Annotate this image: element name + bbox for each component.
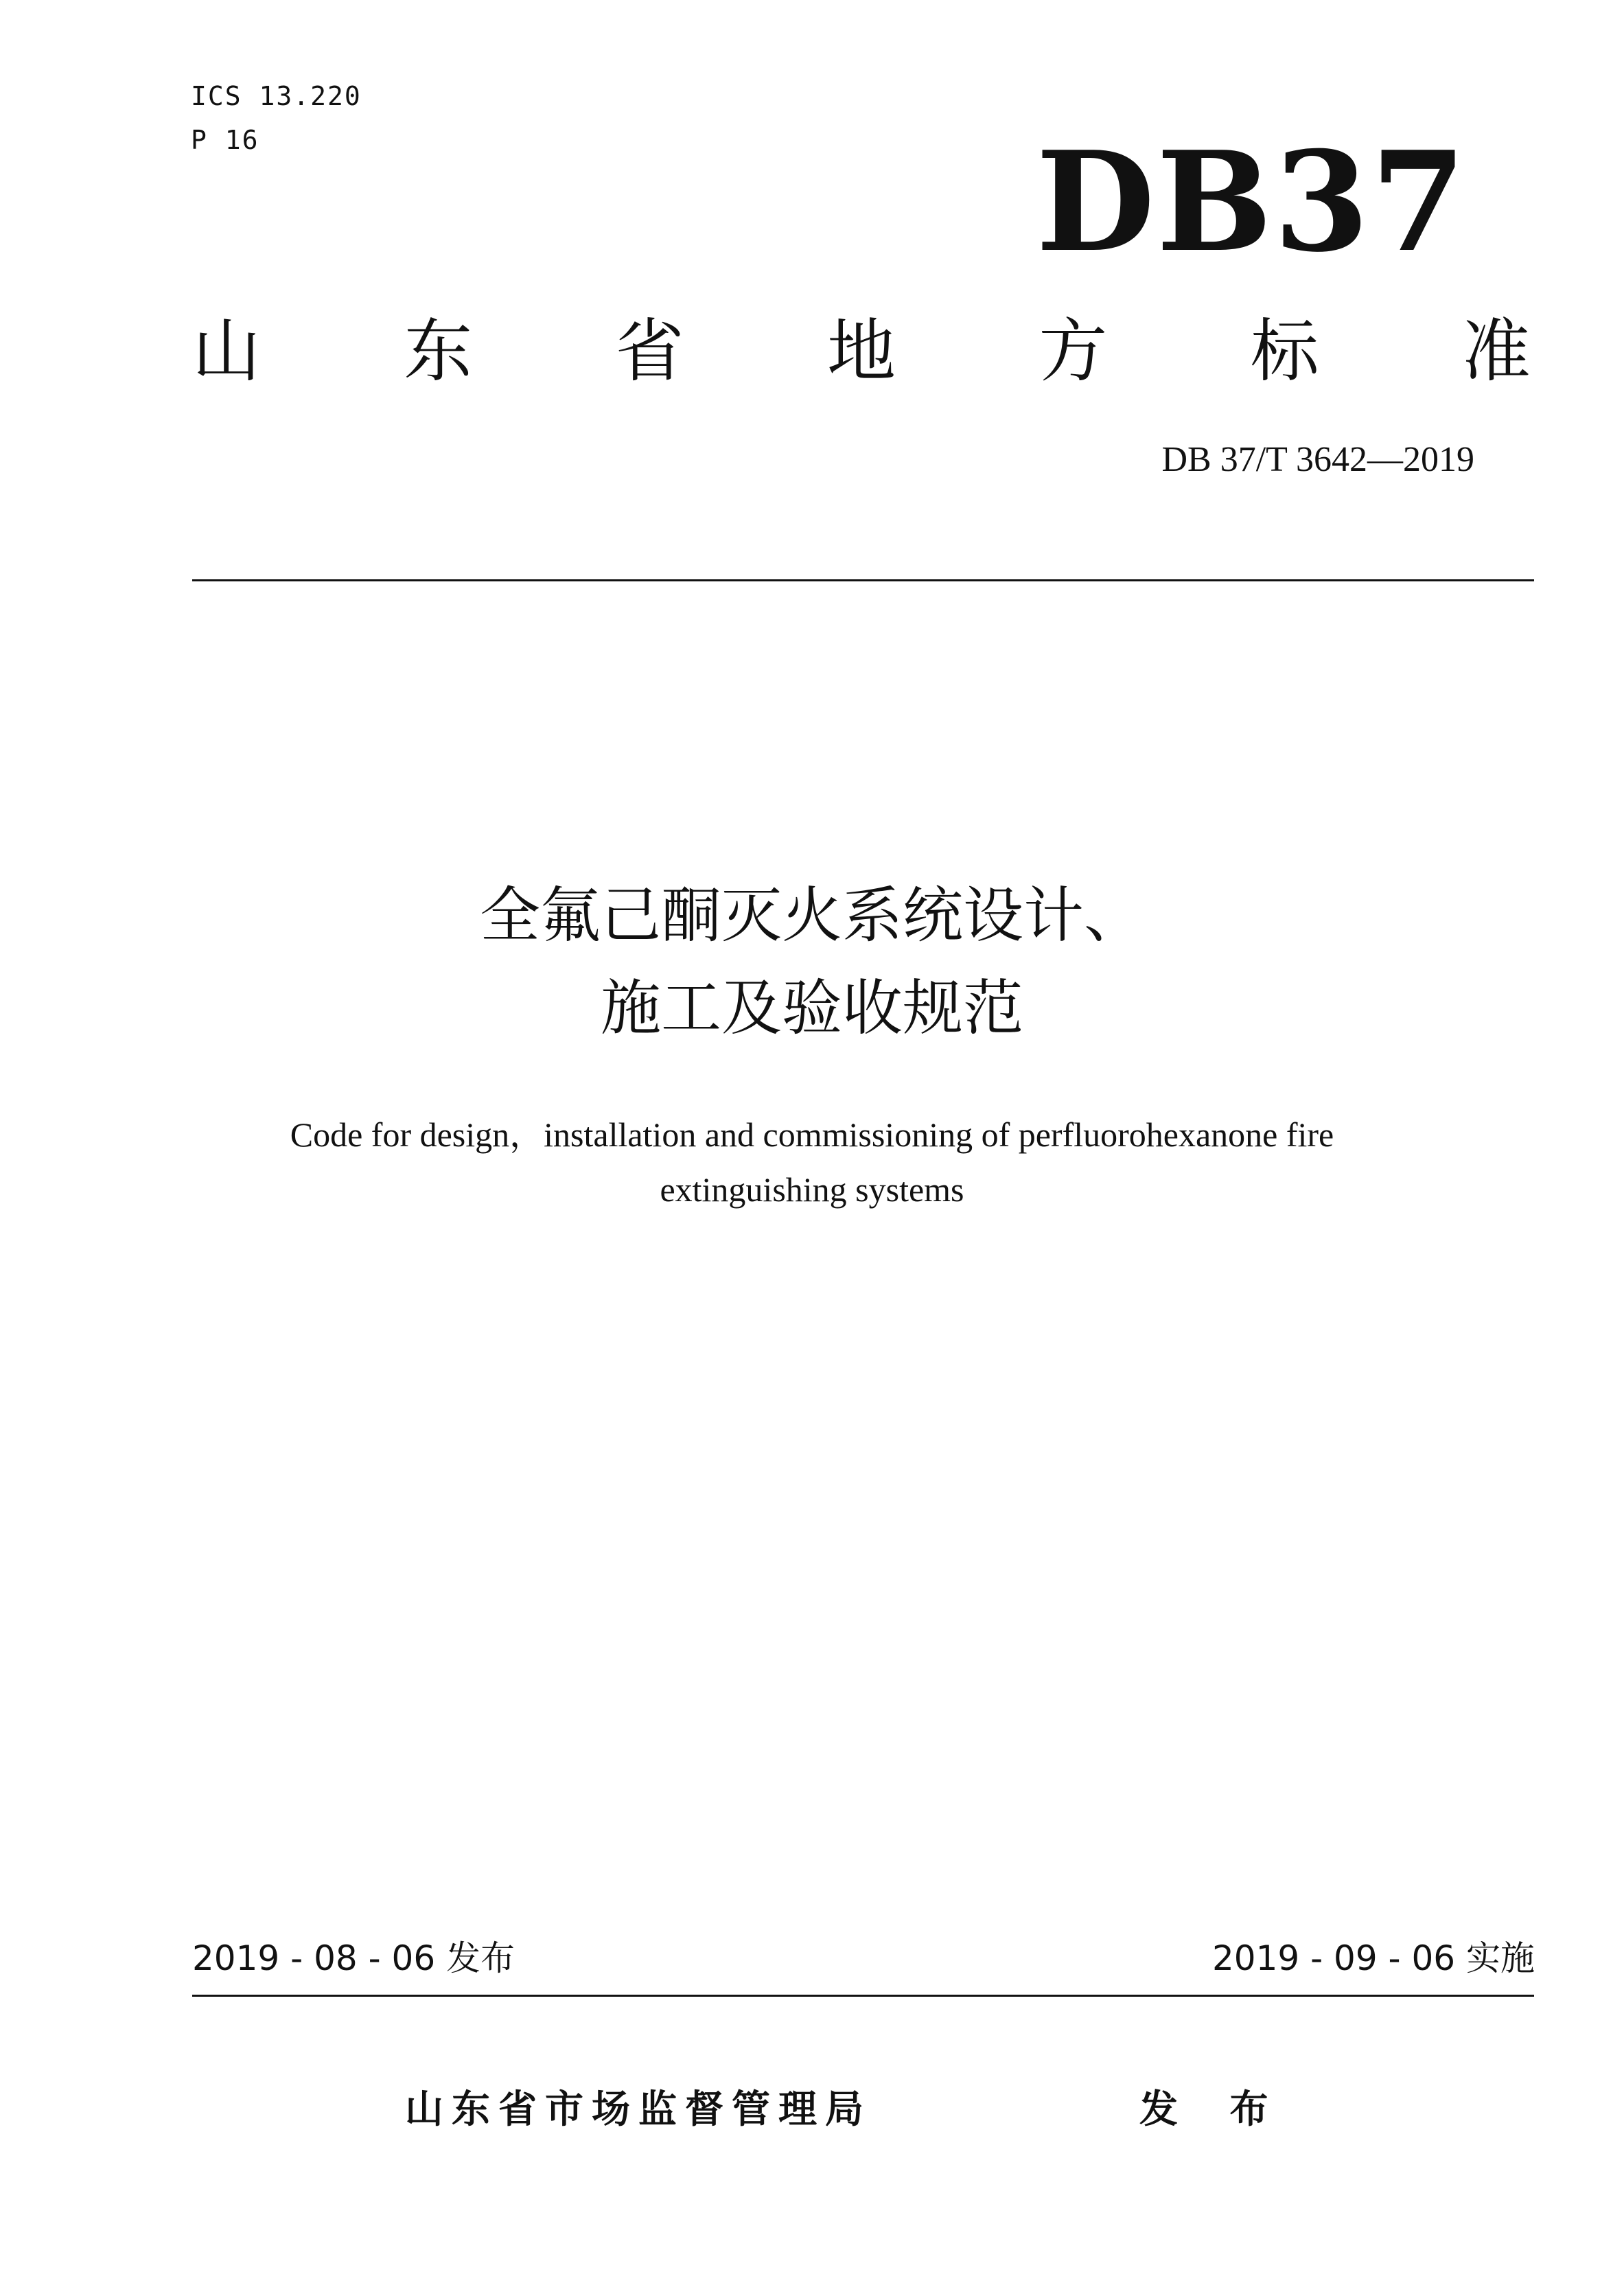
english-title-line-2: extinguishing systems <box>660 1170 964 1209</box>
publish-date: 2019 - 08 - 06 发布 <box>192 1938 515 1978</box>
issue-label: 发 布 <box>1139 2087 1288 2132</box>
header-divider <box>192 579 1534 581</box>
standard-type-char: 地 <box>826 311 896 391</box>
standard-type-heading <box>192 311 1531 391</box>
footer-divider <box>192 1995 1534 1997</box>
chinese-title-line-2: 施工及验收规范 <box>600 973 1023 1043</box>
implement-date: 2019 - 09 - 06 实施 <box>1211 1938 1535 1978</box>
chinese-title-line-1: 全氟己酮灭火系统设计、 <box>479 880 1144 951</box>
standard-logo: DB37 <box>1036 121 1468 283</box>
issuing-authority: 山东省市场监督管理局 <box>405 2087 872 2132</box>
standard-type-char: 省 <box>615 311 684 391</box>
ccs-code: P 16 <box>191 125 259 155</box>
standard-type-char: 东 <box>404 311 473 391</box>
standard-type-char: 准 <box>1461 311 1531 391</box>
standard-type-char: 方 <box>1039 311 1108 391</box>
standard-type-char: 山 <box>192 311 261 391</box>
english-title-line-1: Code for design，installation and commissioning of perfluorohexanone fire <box>290 1115 1334 1154</box>
standard-number: DB 37/T 3642—2019 <box>1161 440 1474 479</box>
ics-code: ICS 13.220 <box>191 81 362 111</box>
standard-type-char: 标 <box>1250 311 1319 391</box>
